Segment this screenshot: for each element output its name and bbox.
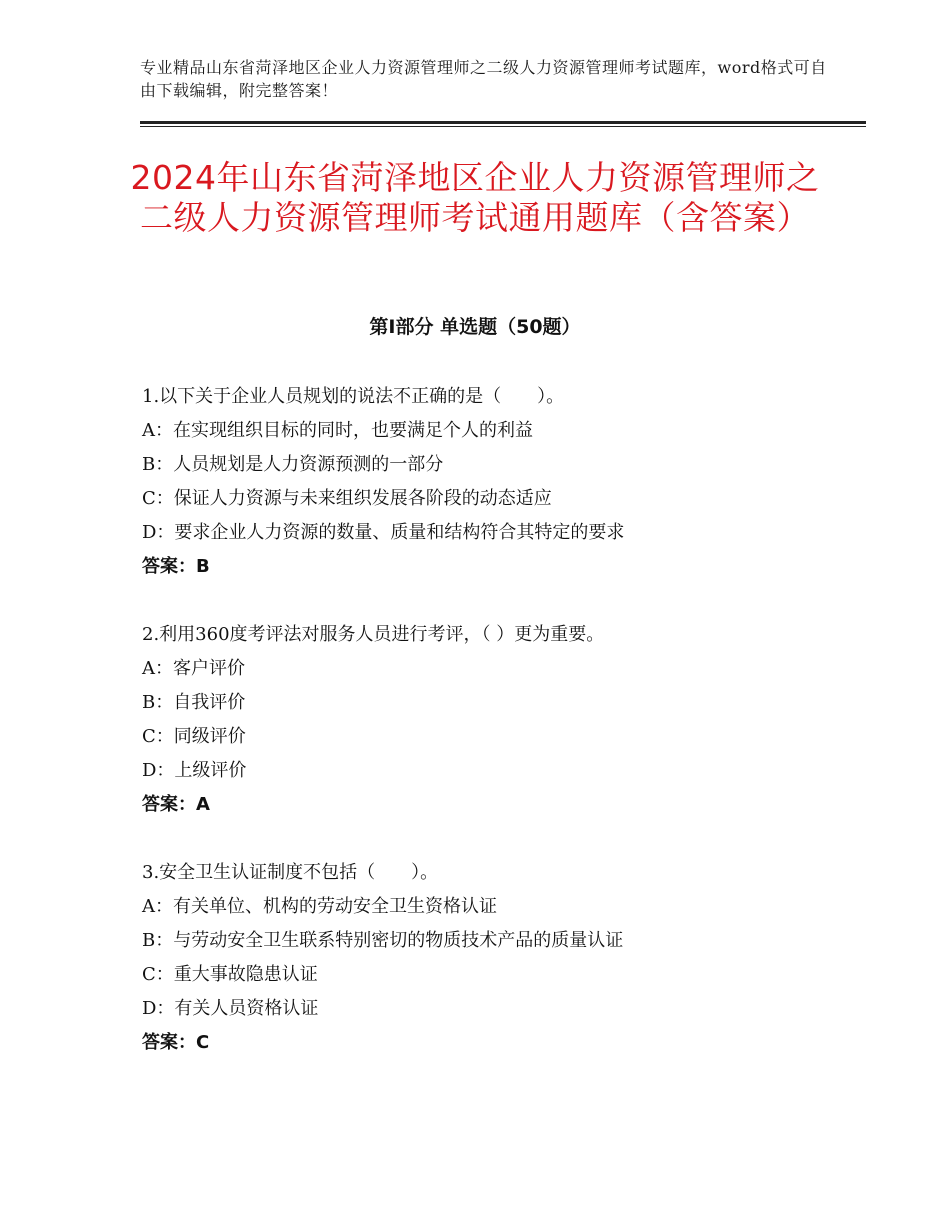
option-c: C：同级评价 [142, 726, 246, 747]
option-d: D：有关人员资格认证 [142, 998, 319, 1019]
option-c: C：保证人力资源与未来组织发展各阶段的动态适应 [142, 488, 552, 509]
question-stem: 2.利用360度考评法对服务人员进行考评，（ ）更为重要。 [142, 624, 605, 645]
option-d: D：要求企业人力资源的数量、质量和结构符合其特定的要求 [142, 522, 625, 543]
question-block [142, 856, 862, 1060]
header-rule-thin [140, 126, 866, 127]
option-b: B：自我评价 [142, 692, 246, 713]
question-stem: 1.以下关于企业人员规划的说法不正确的是（ ）。 [142, 386, 565, 407]
option-a: A：有关单位、机构的劳动安全卫生资格认证 [142, 896, 497, 917]
option-d: D：上级评价 [142, 760, 247, 781]
section-title: 第Ⅰ部分 单选题（50题） [369, 316, 581, 338]
header-note: 专业精品山东省菏泽地区企业人力资源管理师之二级人力资源管理师考试题库，word格式可自由下载编辑，附完整答案！ [140, 58, 827, 100]
answer-label: 答案：B [142, 556, 210, 577]
document-title: 2024年山东省菏泽地区企业人力资源管理师之二级人力资源管理师考试通用题库（含答案） [130, 158, 820, 237]
option-c: C：重大事故隐患认证 [142, 964, 318, 985]
question-block [142, 618, 862, 822]
answer-label: 答案：A [142, 794, 210, 815]
header-rule-thick [140, 121, 866, 124]
option-b: B：人员规划是人力资源预测的一部分 [142, 454, 444, 475]
answer-label: 答案：C [142, 1032, 210, 1053]
option-a: A：客户评价 [142, 658, 245, 679]
option-a: A：在实现组织目标的同时，也要满足个人的利益 [142, 420, 533, 441]
option-b: B：与劳动安全卫生联系特别密切的物质技术产品的质量认证 [142, 930, 624, 951]
question-block [142, 380, 862, 584]
question-stem: 3.安全卫生认证制度不包括（ ）。 [142, 862, 439, 883]
